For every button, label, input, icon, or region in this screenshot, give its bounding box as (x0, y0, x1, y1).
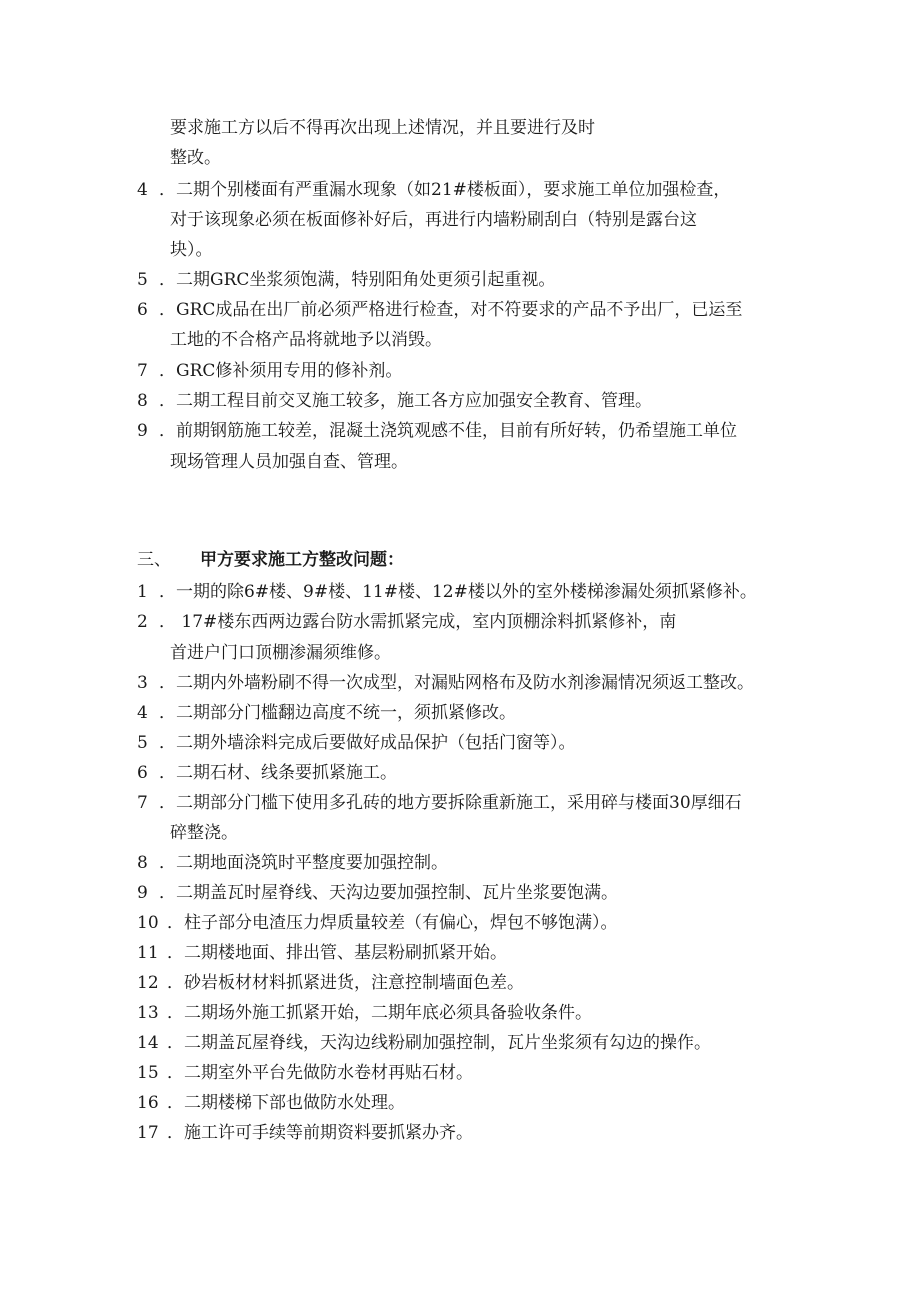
list-item (137, 361, 402, 381)
item-number: 6 (137, 300, 148, 320)
list-item (137, 180, 730, 200)
item-text: ．二期楼地面、排出管、基层粉刷抓紧开始。 (167, 943, 507, 963)
item-text: ．GRC修补须用专用的修补剂。 (159, 361, 403, 381)
item-number: 9 (137, 421, 148, 441)
list-item (137, 883, 618, 903)
item-text: ．一期的除6#楼、9#楼、11#楼、12#楼以外的室外楼梯渗漏处须抓紧修补。 (159, 582, 757, 602)
item-number: 6 (137, 763, 148, 783)
continuation-line: 要求施工方以后不得再次出现上述情况，并且要进行及时 (170, 118, 595, 138)
item-text: ．柱子部分电渣压力焊质量较差（有偏心，焊包不够饱满）。 (167, 913, 618, 933)
list-item (137, 763, 397, 783)
list-item-continuation: 首进户门口顶棚渗漏须维修。 (170, 643, 391, 663)
item-number: 7 (137, 361, 148, 381)
item-number: 11 (137, 943, 159, 963)
item-number: 2 (137, 612, 148, 632)
item-number: 4 (137, 703, 148, 723)
item-text: ．施工许可手续等前期资料要抓紧办齐。 (167, 1123, 473, 1143)
item-text: ．前期钢筋施工较差，混凝土浇筑观感不佳，目前有所好转，仍希望施工单位 (159, 421, 737, 441)
item-text: ．GRC成品在出厂前必须严格进行检查，对不符要求的产品不予出厂，已运至 (159, 300, 743, 320)
list-item-continuation: 工地的不合格产品将就地予以消毁。 (170, 330, 442, 350)
list-item (137, 421, 737, 441)
list-item (137, 300, 742, 320)
list-item-continuation: 现场管理人员加强自查、管理。 (170, 452, 408, 472)
list-item (137, 703, 516, 723)
list-item-continuation: 对于该现象必须在板面修补好后，再进行内墙粉刷刮白（特别是露台这 (170, 210, 697, 230)
item-number: 9 (137, 883, 148, 903)
item-text: ．二期地面浇筑时平整度要加强控制。 (159, 853, 448, 873)
list-item (137, 853, 448, 873)
item-number: 7 (137, 793, 148, 813)
item-number: 12 (137, 973, 159, 993)
list-item (137, 913, 618, 933)
item-number: 15 (137, 1063, 159, 1083)
list-item (137, 973, 524, 993)
item-number: 10 (137, 913, 159, 933)
item-number: 5 (137, 733, 148, 753)
item-number: 13 (137, 1003, 159, 1023)
list-item (137, 793, 742, 813)
item-text: ．砂岩板材材料抓紧进货，注意控制墙面色差。 (167, 973, 524, 993)
list-item (137, 1123, 473, 1143)
list-item (137, 1033, 711, 1053)
item-text: ．二期GRC坐浆须饱满，特别阳角处更须引起重视。 (159, 270, 556, 290)
list-item (137, 612, 676, 632)
item-text: ．二期盖瓦时屋脊线、天沟边要加强控制、瓦片坐浆要饱满。 (159, 883, 618, 903)
item-text: ．二期盖瓦屋脊线，天沟边线粉刷加强控制，瓦片坐浆须有勾边的操作。 (167, 1033, 711, 1053)
list-item (137, 270, 555, 290)
item-text: ．二期内外墙粉刷不得一次成型，对漏贴网格布及防水剂渗漏情况须返工整改。 (159, 673, 754, 693)
item-number: 8 (137, 391, 148, 411)
section-title: 甲方要求施工方整改问题： (200, 550, 404, 570)
item-number: 1 (137, 582, 148, 602)
list-item (137, 391, 652, 411)
item-text: ．二期部分门槛下使用多孔砖的地方要拆除重新施工，采用碎与楼面30厚细石 (159, 793, 742, 813)
item-text: ．二期石材、线条要抓紧施工。 (159, 763, 397, 783)
item-text: ．二期场外施工抓紧开始，二期年底必须具备验收条件。 (167, 1003, 592, 1023)
item-text: ．二期室外平台先做防水卷材再贴石材。 (167, 1063, 473, 1083)
list-item (137, 733, 576, 753)
item-text: ．二期外墙涂料完成后要做好成品保护（包括门窗等）。 (159, 733, 576, 753)
item-number: 16 (137, 1093, 159, 1113)
item-text: ．二期部分门槛翻边高度不统一，须抓紧修改。 (159, 703, 516, 723)
item-number: 4 (137, 180, 148, 200)
item-number: 5 (137, 270, 148, 290)
item-number: 3 (137, 673, 148, 693)
item-text: ．二期工程目前交叉施工较多，施工各方应加强安全教育、管理。 (159, 391, 652, 411)
list-item (137, 1093, 405, 1113)
list-item-continuation: 碎整浇。 (170, 823, 238, 843)
list-item (137, 943, 507, 963)
list-item (137, 1063, 473, 1083)
list-item-continuation: 块）。 (170, 240, 213, 260)
list-item (137, 582, 757, 602)
section-number: 三、 (137, 550, 171, 570)
item-text: ．二期楼梯下部也做防水处理。 (167, 1093, 405, 1113)
list-item (137, 1003, 592, 1023)
item-number: 14 (137, 1033, 159, 1053)
continuation-line: 整改。 (170, 148, 221, 168)
item-text: ．二期个别楼面有严重漏水现象（如21#楼板面），要求施工单位加强检查， (159, 180, 731, 200)
item-text: ． 17#楼东西两边露台防水需抓紧完成，室内顶棚涂料抓紧修补，南 (159, 612, 677, 632)
item-number: 8 (137, 853, 148, 873)
item-number: 17 (137, 1123, 159, 1143)
list-item (137, 673, 754, 693)
